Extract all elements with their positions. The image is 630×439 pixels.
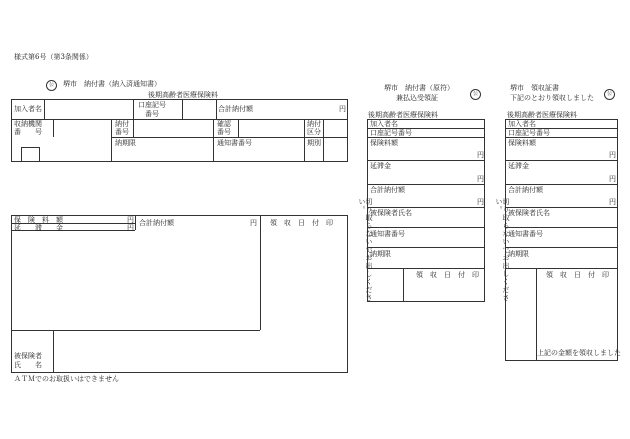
main-insurance-label: 後期高齢者医療保険料	[148, 91, 218, 99]
main-total-amount-label: 合計納付額	[218, 105, 253, 113]
stub1-notice-label: 通知書番号	[370, 230, 405, 238]
stub2-seal-mark: 公	[604, 89, 615, 100]
main-notice-no-label: 通知書番号	[217, 139, 252, 147]
stub1-insured-label: 被保険者氏名	[370, 209, 412, 217]
stub2-premium-label: 保険料額	[508, 139, 536, 147]
stub1-insurance-label: 後期高齢者医療保険料	[368, 111, 438, 119]
stub1-late-fee-yen: 円	[477, 175, 484, 183]
stub1-account-label: 口座記号番号	[370, 129, 412, 137]
stub2-total-label: 合計納付額	[508, 186, 543, 194]
stub2-notice-label: 通知書番号	[508, 230, 543, 238]
stub2-late-fee-yen: 円	[609, 175, 616, 183]
form-number: 様式第6号（第3条関係）	[14, 53, 93, 61]
stub2-city: 堺市	[510, 84, 524, 92]
main-doc-title: 納付書（納入済通知書）	[84, 80, 161, 88]
stub2-subscriber-label: 加入者名	[508, 120, 536, 128]
main-payment-no-label-b: 番号	[115, 128, 129, 136]
stub1-premium-yen: 円	[477, 151, 484, 159]
stub2-account-label: 口座記号番号	[508, 129, 550, 137]
main-institution-label-b: 番 号	[14, 128, 42, 136]
stub2-due-date-label: 納期限	[508, 250, 529, 258]
main-insured-label-b: 氏 名	[14, 361, 42, 369]
stub2-subtitle: 下記のとおり領収しました	[510, 94, 594, 102]
main-premium-yen: 円	[127, 216, 134, 224]
main-premium-label: 保 険 料 額	[14, 216, 63, 224]
main-institution-label-a: 収納機関	[14, 120, 42, 128]
stub1-total-label: 合計納付額	[370, 186, 405, 194]
main-account-no-label-a: 口座記号	[138, 101, 166, 109]
main-city: 堺市	[63, 80, 77, 88]
main-lower-total-label: 合計納付額	[139, 219, 174, 227]
stub1-due-date-label: 納期限	[370, 250, 391, 258]
stub1-receipt-date-label: 領 収 日 付 印	[416, 271, 479, 279]
stub1-subtitle: 兼払込受領証	[396, 94, 438, 102]
main-lower-table	[11, 215, 348, 373]
stub2-late-fee-label: 延滞金	[508, 162, 529, 170]
stub1-late-fee-label: 延滞金	[370, 162, 391, 170]
stub2-insurance-label: 後期高齢者医療保険料	[507, 111, 577, 119]
main-category-label-b: 区分	[307, 128, 321, 136]
main-lower-total-yen: 円	[250, 219, 257, 227]
main-upper-table	[11, 99, 348, 162]
main-insured-label-a: 被保険者	[14, 352, 42, 360]
stub1-title: 納付書（原符）	[405, 84, 454, 92]
stub2-total-yen: 円	[609, 198, 616, 206]
main-account-no-label-b: 番号	[145, 110, 159, 118]
stub2-insured-label: 被保険者氏名	[508, 209, 550, 217]
cut-note-1: 切り取らないでお出しください。	[358, 198, 373, 302]
stub2-premium-yen: 円	[609, 151, 616, 159]
main-receipt-date-stamp-label: 領 収 日 付 印	[270, 219, 333, 227]
atm-note: ＡＴＭでのお取扱いはできません	[14, 375, 119, 383]
stub1-city: 堺市	[384, 84, 398, 92]
main-late-fee-yen: 円	[127, 224, 134, 232]
stub1-total-yen: 円	[477, 198, 484, 206]
stub2-received-note: 上記の金額を領収しました	[537, 349, 621, 357]
main-period-label: 期別	[307, 139, 321, 147]
stub1-subscriber-label: 加入者名	[370, 120, 398, 128]
official-seal-mark: 公	[46, 80, 57, 91]
stub2-table	[505, 119, 618, 361]
main-subscriber-name-label: 加入者名	[14, 105, 42, 113]
main-category-label-a: 納付	[307, 120, 321, 128]
main-late-fee-label: 延 滞 金	[14, 224, 63, 232]
stub1-premium-label: 保険料額	[370, 139, 398, 147]
main-confirm-no-label-a: 確認	[217, 120, 231, 128]
main-confirm-no-label-b: 番号	[217, 128, 231, 136]
cut-note-2: 切り取らないでお出しください。	[495, 198, 510, 302]
stub1-seal-mark: 公	[470, 89, 481, 100]
stub2-receipt-date-label: 領 収 日 付 印	[546, 271, 609, 279]
main-due-date-label: 納期限	[115, 139, 136, 147]
institution-code-box	[21, 147, 40, 162]
main-payment-no-label-a: 納付	[115, 120, 129, 128]
stub2-title: 領収証書	[531, 84, 559, 92]
main-yen-unit: 円	[339, 105, 346, 113]
